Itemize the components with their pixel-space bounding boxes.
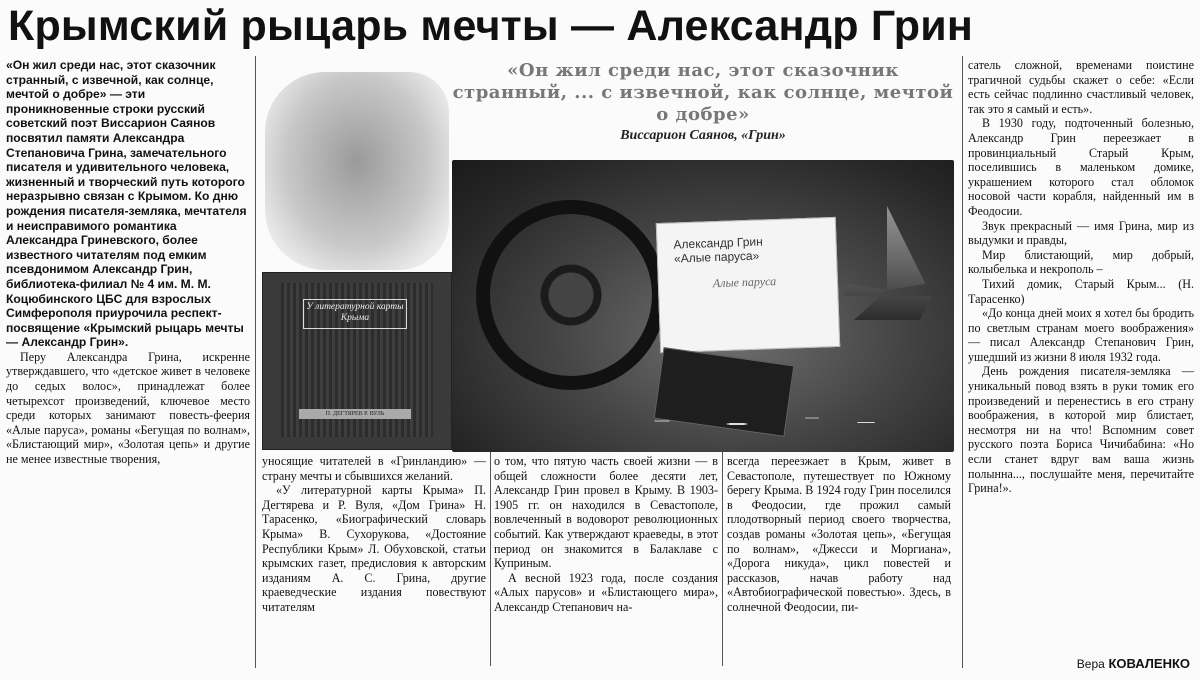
body-paragraph: Перу Александра Грина, искренне утверждавшего, что «детское живет в человеке до седых волос», принадлежат более четырехсот произведений, ключевое место среди которых занимают повесть-феерия «Алые паруса», романы «Бегущая по волнам», «Блистающий мир», «Золотая цепь» и другие не менее известные творения, — [6, 349, 250, 467]
column-divider — [490, 452, 491, 666]
body-paragraph: А весной 1923 года, после создания «Алых парусов» и «Блистающего мира», Александр Степанович на- — [494, 570, 718, 614]
body-paragraph: В 1930 году, подточенный болезнью, Александр Грин переезжает в провинциальный Старый Крым, поселившись в маленьком домике, украшением которого стал обломок носовой части корабля, найденный им в Феодосии. — [968, 116, 1194, 218]
column-2 — [262, 454, 486, 664]
column-divider — [255, 56, 256, 668]
column-1 — [6, 58, 250, 658]
book-cover-title: У литературной карты Крыма — [303, 299, 407, 329]
body-paragraph: всегда переезжает в Крым, живет в Севастополе, путешествует по Южному берегу Крыма. В 1924 году Грин поселился в Феодосии, где прожил самый плодотворный период своего творчества, создав романы «Золотая цепь», «Бегущая по волнам», «Джесси и Моргиана», «Дорога никуда», цикл повестей и рассказов, начав работу над «Автобиографической повестью». Здесь, в солнечной Феодосии, пи- — [727, 454, 951, 614]
ship-wheel-icon — [476, 200, 666, 390]
body-paragraph: «У литературной карты Крыма» П. Дегтярева и Р. Вуля, «Дом Грина» Н. Тарасенко, «Биографический словарь Крыма» В. Сухорукова, «Достояние Республики Крым» Л. Обуховской, статьи крымских газет, предисловия к авторским изданиям А. С. Грина, другие краеведческие издания повествуют читателям — [262, 483, 486, 614]
sailing-ship-icon — [832, 200, 942, 320]
photo-book-author: Александр Грин — [673, 234, 763, 252]
photo-book-cover-text: Алые паруса — [712, 274, 777, 291]
book-cover-authors: П. ДЕГТЯРЕВ Р. ВУЛЬ — [299, 409, 411, 419]
body-paragraph: сатель сложной, временами поистине трагичной судьбы скажет о себе: «Если есть сейчас подлинно счастливый человек, так это я самый и есть». — [968, 58, 1194, 116]
column-divider — [962, 56, 963, 668]
book-cover-image — [262, 272, 452, 450]
epigraph-quote — [452, 60, 954, 160]
poem-line: Мир блистающий, мир добрый, колыбелька и некрополь – — [968, 247, 1194, 277]
photo-book-title: «Алые паруса» — [673, 248, 760, 266]
column-divider — [722, 452, 723, 666]
still-life-photo — [452, 160, 954, 452]
column-5 — [968, 58, 1194, 654]
column-4 — [727, 454, 951, 664]
photo-book-scarlet-sails — [656, 217, 840, 353]
author-byline — [1077, 656, 1190, 671]
body-paragraph: о том, что пятую часть своей жизни — в общей сложности более десяти лет, Александр Грин провел в Крыму. В 1903-1905 гг. он находился в Севастополе, вовлеченный в водоворот революционных событий. Как утверждают краеведы, в этот период он знакомится в Балаклаве с Куприным. — [494, 454, 718, 571]
epigraph-source: Виссарион Саянов, «Грин» — [620, 128, 786, 143]
body-paragraph: «До конца дней моих я хотел бы бродить по светлым странам моего воображения» — писал Александр Степанович Грин, ушедший из жизни 8 июля 1932 года. — [968, 306, 1194, 364]
seashells-image — [602, 406, 902, 436]
column-3 — [494, 454, 718, 664]
author-first-name: Вера — [1076, 657, 1105, 671]
headline: Крымский рыцарь мечты — Александр Грин — [8, 2, 974, 50]
poem-line: Тихий домик, Старый Крым... (Н. Тарасенко) — [968, 276, 1194, 306]
epigraph-text: «Он жил среди нас, этот сказочник странный, ... с извечной, как солнце, мечтой о добре» — [452, 60, 954, 125]
poem-line: Звук прекрасный — имя Грина, мир из выдумки и правды, — [968, 218, 1194, 248]
portrait-image — [265, 72, 449, 270]
lead-paragraph: «Он жил среди нас, этот сказочник странный, с извечной, как солнце, мечтой о добре» — эти проникновенные строки русский советский поэт Виссарион Саянов посвятил памяти Александра Степановича Грина, замечательного писателя и удивительного человека, жизненный и творческий путь которого неразрывно связан с Крымом. Ко дню рождения писателя-земляка, мечтателя и неисправимого романтика Александра Гриневского, более известного читателям под емким псевдонимом Александр Грин, библиотека-филиал № 4 им. М. М. Коцюбинского ЦБС для взрослых Симферополя приурочила реcпект-посвящение «Крымский рыцарь мечты — Александр Грин». — [6, 58, 247, 350]
author-last-name: КОВАЛЕНКО — [1108, 656, 1190, 671]
body-paragraph: уносящие читателей в «Гринландию» — страну мечты и сбывшихся желаний. — [262, 454, 486, 483]
body-paragraph: День рождения писателя-земляка — уникальный повод взять в руки томик его произведений и перенестись в его страну воображения, в которой мир блистает, несмотря ни на что! Вспомним совет русского поэта Бориса Чичибабина: «Но если станет вдруг вам ваша жизнь полынна..., послушайте меня, перечитайте Грина!». — [968, 364, 1194, 496]
